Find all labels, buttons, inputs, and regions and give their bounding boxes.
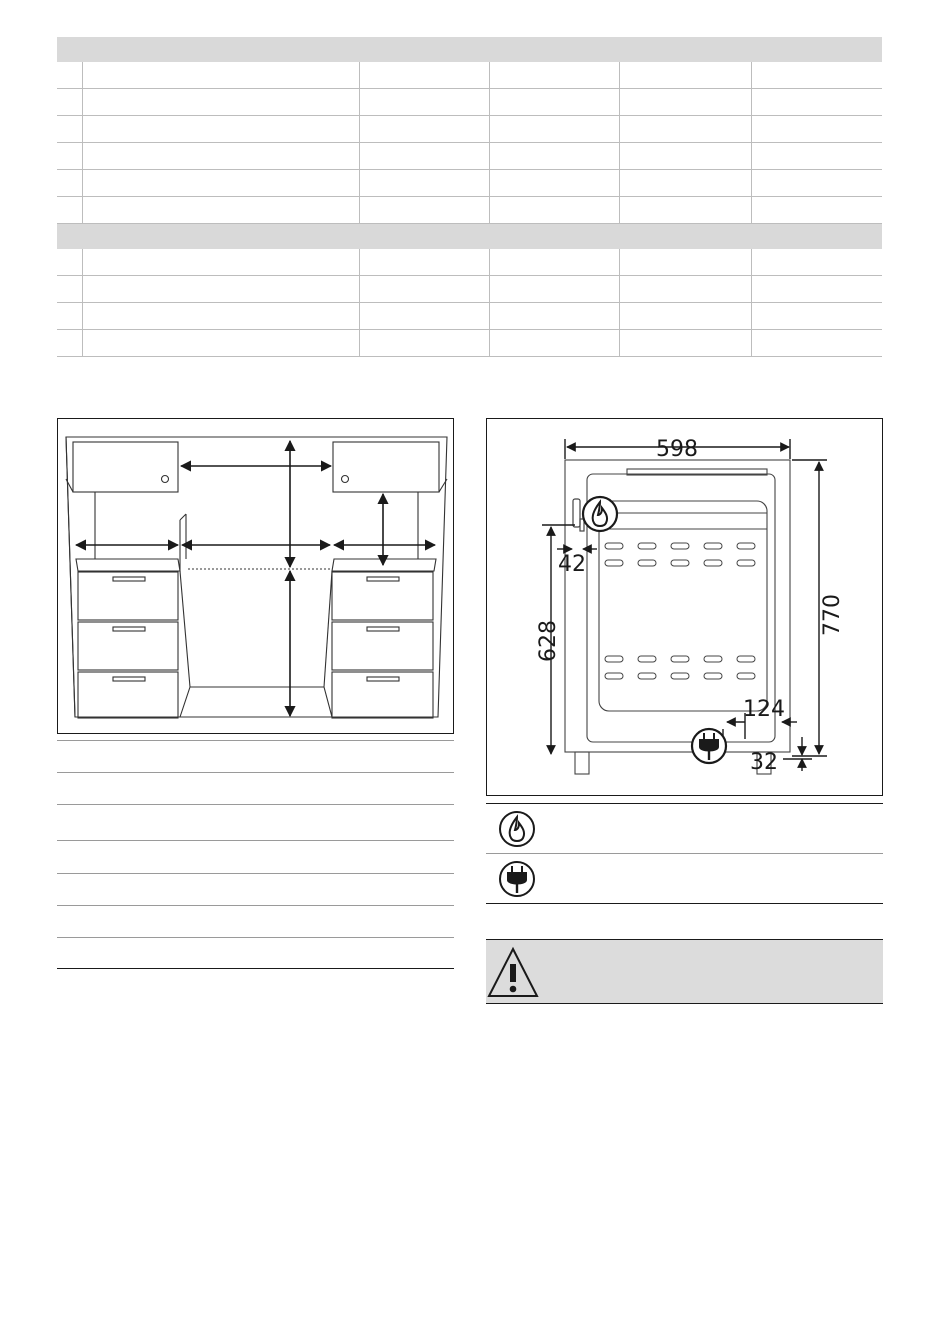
- gas-flame-icon: [583, 497, 617, 531]
- list-item: [57, 740, 454, 772]
- table-section-header: [57, 224, 882, 249]
- list-item: [57, 873, 454, 905]
- power-plug-icon: [498, 860, 536, 898]
- warning-triangle-icon: [486, 944, 540, 1000]
- list-item: [57, 840, 454, 873]
- table-row: [57, 249, 882, 276]
- list-item: [57, 905, 454, 937]
- list-item: [57, 772, 454, 804]
- divider: [57, 968, 454, 969]
- niche-drawing: [58, 419, 455, 735]
- table-row: [57, 170, 882, 197]
- table-row: [57, 62, 882, 89]
- dim-power-height-label: 32: [750, 750, 778, 775]
- table-section-header: [57, 37, 882, 62]
- warning-box: [486, 939, 883, 1004]
- table-row: [57, 330, 882, 357]
- dim-height-label: 770: [820, 594, 845, 636]
- table-row: [57, 89, 882, 116]
- appliance-drawing: [487, 419, 884, 797]
- dim-width-label: 598: [656, 437, 698, 462]
- dim-power-offset-label: 124: [743, 697, 785, 722]
- gas-flame-icon: [498, 810, 536, 848]
- spec-table: [57, 37, 882, 357]
- legend-item-power: [486, 854, 883, 904]
- table-row: [57, 116, 882, 143]
- table-row: [57, 197, 882, 224]
- connection-legend: [486, 803, 883, 904]
- table-row: [57, 143, 882, 170]
- power-plug-icon: [692, 729, 726, 763]
- table-row: [57, 276, 882, 303]
- niche-diagram: [57, 418, 454, 734]
- table-row: [57, 303, 882, 330]
- list-item: [57, 804, 454, 840]
- legend-item-gas: [486, 804, 883, 854]
- dim-gas-offset-label: 42: [558, 552, 586, 577]
- appliance-rear-diagram: [486, 418, 883, 796]
- dim-gas-height-label: 628: [536, 620, 561, 662]
- niche-dimension-list: [57, 740, 454, 974]
